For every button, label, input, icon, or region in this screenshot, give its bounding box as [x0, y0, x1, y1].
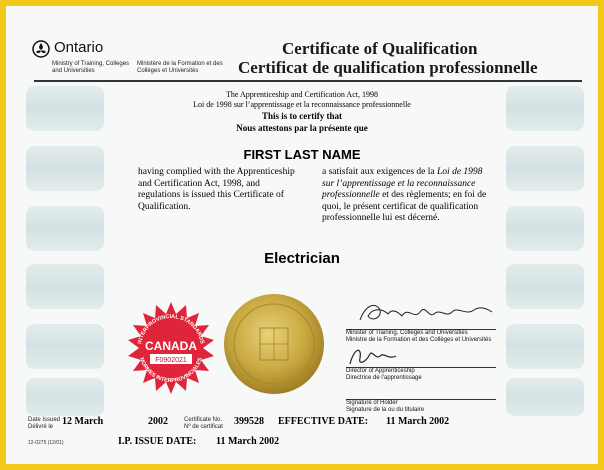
body-text-en: having complied with the Apprenticeship and Certification Act, 1998, and regulations is issued this Certificate of Qualification. [138, 167, 295, 212]
background-pattern [26, 378, 104, 416]
background-pattern [506, 264, 584, 309]
certificate [6, 6, 598, 464]
act-name-fr: Loi de 1998 sur l’apprentissage et la reconnaissance professionnelle [193, 100, 411, 109]
red-seal-bottom-text: NORMES INTERPROVINCIALES [138, 357, 204, 385]
ip-issue-date-label: I.P. ISSUE DATE: [118, 436, 197, 447]
ontario-trillium-icon [32, 40, 50, 58]
body-text-fr [322, 167, 487, 225]
cert-number-label-fr: Nº de certificat [184, 424, 223, 430]
background-pattern [26, 264, 104, 309]
red-seal-top-text: INTERPROVINCIAL STANDARDS [137, 313, 205, 345]
body-text-fr-part2: et des règlements; en foi de quoi, le présent certificat de qualification professionnelle lui est décerné. [322, 190, 487, 223]
ministry-name-en: Ministry of Training, Colleges and Universities [52, 61, 130, 74]
holder-label-fr: Signature de la ou du titulaire [346, 407, 425, 413]
date-issued: 12 March [62, 416, 104, 427]
minister-signature [358, 296, 498, 330]
minister-label-fr: Ministre de la Formation et des Collèges et Universités [346, 337, 492, 343]
act-name-en: The Apprenticeship and Certification Act, 1998 [226, 90, 378, 99]
holder-name: FIRST LAST NAME [243, 147, 361, 162]
gold-seal [222, 292, 326, 396]
cert-number-label-en: Certificate No. [184, 417, 223, 423]
ip-issue-date: 11 March 2002 [216, 436, 280, 447]
director-signature [346, 342, 406, 370]
form-number: 12-0275 (12/01) [28, 440, 64, 446]
date-issued-year: 2002 [148, 416, 168, 427]
red-seal-center: CANADA [145, 339, 197, 353]
date-issued-label-en: Date Issued [28, 417, 61, 423]
body-text-fr-part1: a satisfait aux exigences de la [322, 167, 438, 177]
certificate-title-en: Certificate of Qualification [282, 39, 478, 58]
red-seal-emblem [123, 300, 219, 396]
certify-statement-en: This is to certify that [262, 111, 342, 121]
trade-name: Electrician [264, 250, 340, 267]
ministry-name-fr: Ministère de la Formation et des Collèges et Universités [137, 61, 223, 74]
holder-label-en: Signature of Holder [346, 400, 398, 406]
director-label-en: Director of Apprenticeship [346, 368, 415, 374]
effective-date: 11 March 2002 [386, 416, 450, 427]
header-divider [34, 80, 582, 82]
certify-statement-fr: Nous attestons par la présente que [236, 123, 368, 133]
background-pattern [506, 378, 584, 416]
minister-label-en: Minister of Training, Colleges and Universities [346, 330, 468, 336]
date-issued-label-fr: Délivré le [28, 424, 54, 430]
certificate-title-fr: Certificat de qualification professionnelle [238, 58, 538, 77]
background-pattern [26, 324, 104, 369]
ontario-wordmark: Ontario [54, 39, 104, 56]
effective-date-label: EFFECTIVE DATE: [278, 416, 369, 427]
background-pattern [26, 206, 104, 251]
body-text-fr-act: Loi de 1998 sur l’apprentissage et la reconnaissance professionnelle [322, 167, 483, 200]
red-seal-number: F0902021 [155, 357, 187, 364]
background-pattern [506, 206, 584, 251]
cert-number: 399528 [234, 416, 264, 427]
background-pattern [506, 324, 584, 369]
director-label-fr: Directrice de l’apprentissage [346, 375, 422, 381]
